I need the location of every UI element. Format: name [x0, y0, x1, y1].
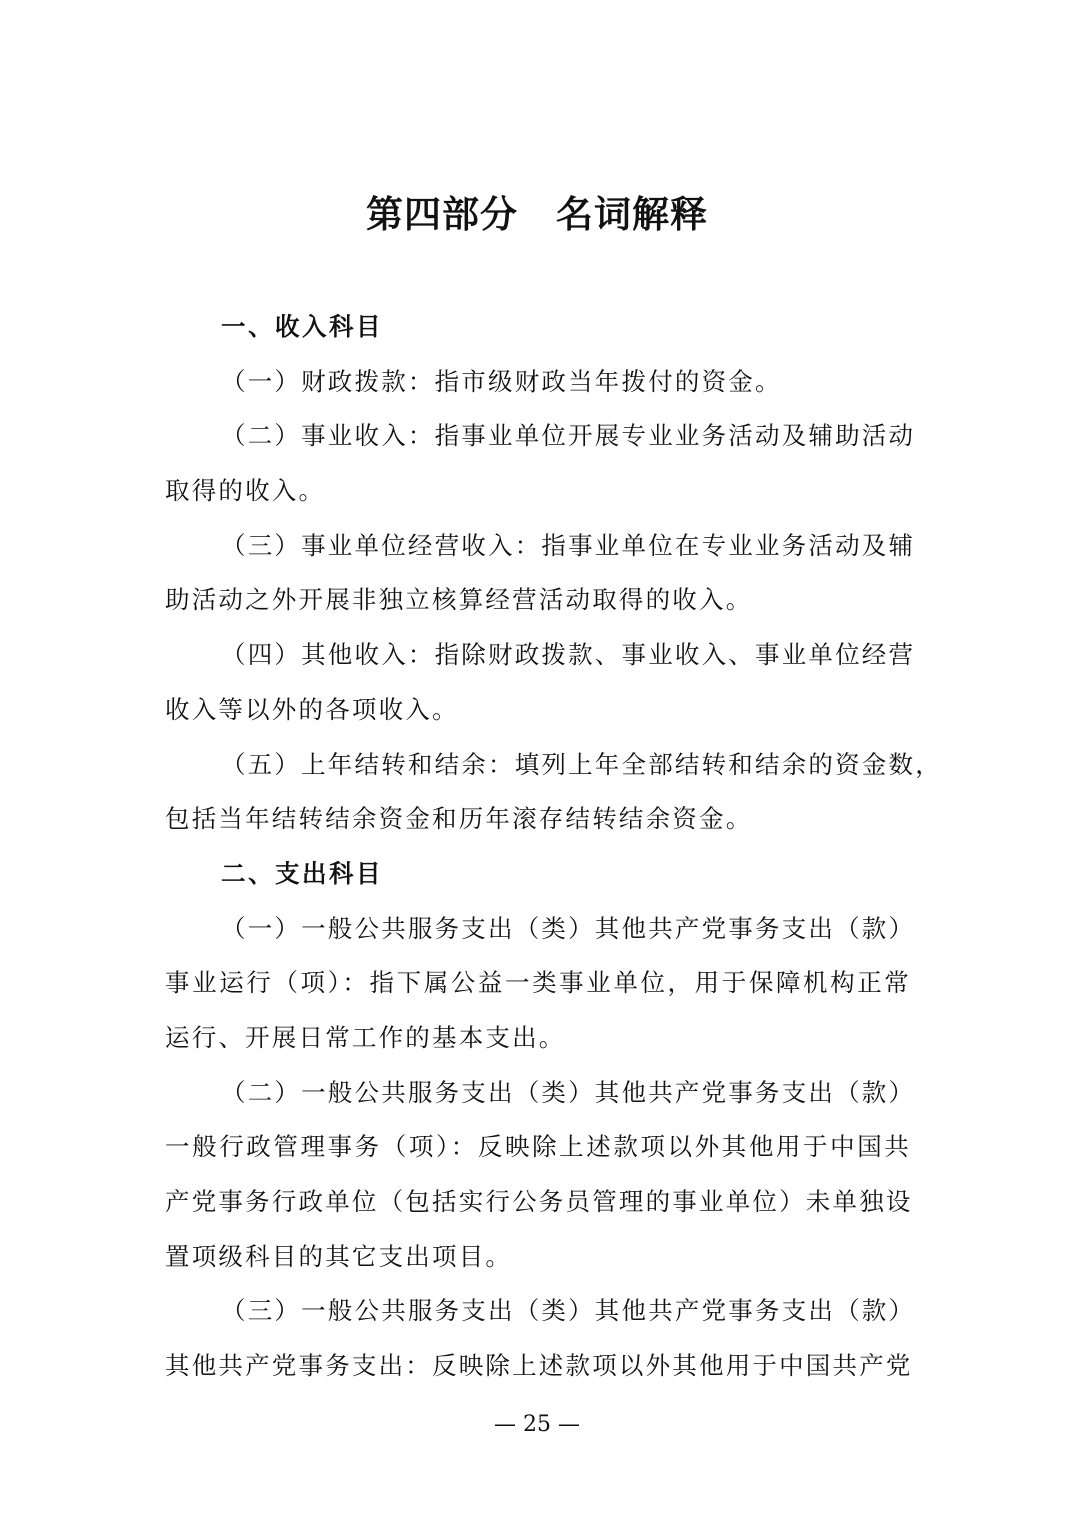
paragraph-line: （五）上年结转和结余：填列上年全部结转和结余的资金数， — [221, 749, 942, 779]
paragraph-line: （四）其他收入：指除财政拨款、事业收入、事业单位经营 — [221, 640, 916, 670]
paragraph-line: 置项级科目的其它支出项目。 — [165, 1241, 513, 1271]
section-heading-income: 一、收入科目 — [221, 312, 383, 341]
paragraph-line: 取得的收入。 — [165, 476, 326, 506]
paragraph-line: 助活动之外开展非独立核算经营活动取得的收入。 — [165, 585, 753, 615]
paragraph-line: 包括当年结转结余资金和历年滚存结转结余资金。 — [165, 804, 753, 834]
section-heading-expenditure: 二、支出科目 — [221, 858, 383, 888]
paragraph-line: 其他共产党事务支出：反映除上述款项以外其他用于中国共产党 — [165, 1351, 913, 1381]
paragraph-line: （二）事业收入：指事业单位开展专业业务活动及辅助活动 — [221, 421, 916, 451]
paragraph-line: （三）一般公共服务支出（类）其他共产党事务支出（款） — [221, 1296, 916, 1326]
paragraph-line: 运行、开展日常工作的基本支出。 — [165, 1022, 566, 1052]
paragraph-line: （二）一般公共服务支出（类）其他共产党事务支出（款） — [221, 1077, 916, 1107]
paragraph-line: 事业运行（项）：指下属公益一类事业单位，用于保障机构正常 — [165, 968, 911, 998]
paragraph-line: （三）事业单位经营收入：指事业单位在专业业务活动及辅 — [221, 530, 916, 560]
page-title: 第四部分 名词解释 — [366, 193, 708, 236]
document-body — [165, 300, 942, 1394]
paragraph-line: 一般行政管理事务（项）：反映除上述款项以外其他用于中国共 — [165, 1132, 911, 1162]
paragraph-line: （一）一般公共服务支出（类）其他共产党事务支出（款） — [221, 913, 916, 943]
page-number: — 25 — — [494, 1412, 580, 1437]
paragraph-line: （一）财政拨款：指市级财政当年拨付的资金。 — [221, 366, 782, 396]
paragraph-line: 产党事务行政单位（包括实行公务员管理的事业单位）未单独设 — [165, 1187, 913, 1216]
paragraph-line: 收入等以外的各项收入。 — [165, 694, 459, 724]
